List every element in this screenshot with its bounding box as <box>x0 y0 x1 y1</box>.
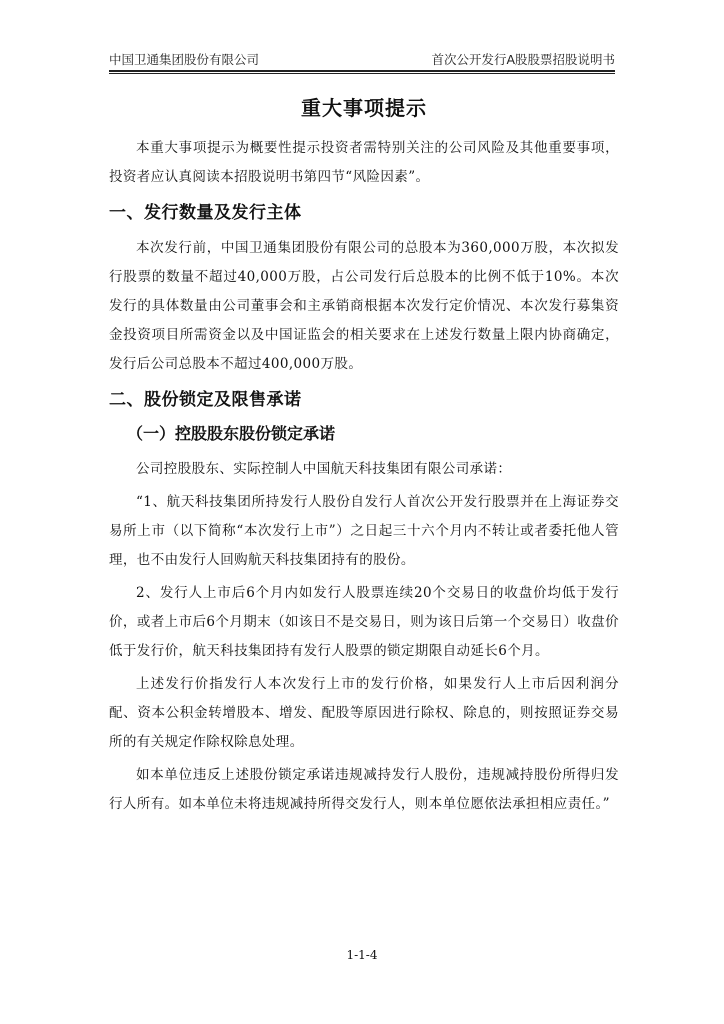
header-divider-thin <box>109 73 615 74</box>
header-company-name: 中国卫通集团股份有限公司 <box>109 52 260 67</box>
section-1-heading: 一、发行数量及发行主体 <box>109 203 302 223</box>
header-document-title: 首次公开发行A股股票招股说明书 <box>431 52 615 67</box>
commitment-intro: 公司控股股东、实际控制人中国航天科技集团有限公司承诺： <box>136 461 512 477</box>
subsection-1-heading: （一）控股股东股份锁定承诺 <box>127 424 336 443</box>
commitment-clause-2: 2、发行人上市后6个月内如发行人股票连续20个交易日的收盘价均低于发行价，或者上市后6个月期末（如该日不是交易日，则为该日后第一个交易日）收盘价低于发行价，航天科技集团持有发行人股票的锁定期限自动延长6个月。 <box>109 585 619 659</box>
commitment-clause-1: “1、航天科技集团所持发行人股份自发行人首次公开发行股票并在上海证券交易所上市（以下简称“本次发行上市”）之日起三十六个月内不转让或者委托他人管理，也不由发行人回购航天科技集团持有的股份。 <box>109 494 619 568</box>
commitment-clause-4: 如本单位违反上述股份锁定承诺违规减持发行人股份，违规减持股份所得归发行人所有。如本单位未将违规减持所得交发行人，则本单位愿依法承担相应责任。” <box>109 767 619 812</box>
page-header <box>109 50 615 68</box>
page-number: 1-1-4 <box>346 948 378 962</box>
header-divider <box>109 70 615 72</box>
section-1-paragraph: 本次发行前，中国卫通集团股份有限公司的总股本为360,000万股，本次拟发行股票的数量不超过40,000万股，占公司发行后总股本的比例不低于10%。本次发行的具体数量由公司董事会和主承销商根据本次发行定价情况、本次发行募集资金投资项目所需资金以及中国证监会的相关要求在上述发行数量上限内协商确定，发行后公司总股本不超过400,000万股。 <box>109 240 619 372</box>
page-body <box>109 90 619 819</box>
section-2-heading: 二、股份锁定及限售承诺 <box>109 390 302 410</box>
intro-paragraph: 本重大事项提示为概要性提示投资者需特别关注的公司风险及其他重要事项，投资者应认真阅读本招股说明书第四节“风险因素”。 <box>109 140 619 185</box>
page-title: 重大事项提示 <box>301 96 427 120</box>
commitment-clause-3: 上述发行价指发行人本次发行上市的发行价格，如果发行人上市后因利润分配、资本公积金转增股本、增发、配股等原因进行除权、除息的，则按照证券交易所的有关规定作除权除息处理。 <box>109 676 619 750</box>
